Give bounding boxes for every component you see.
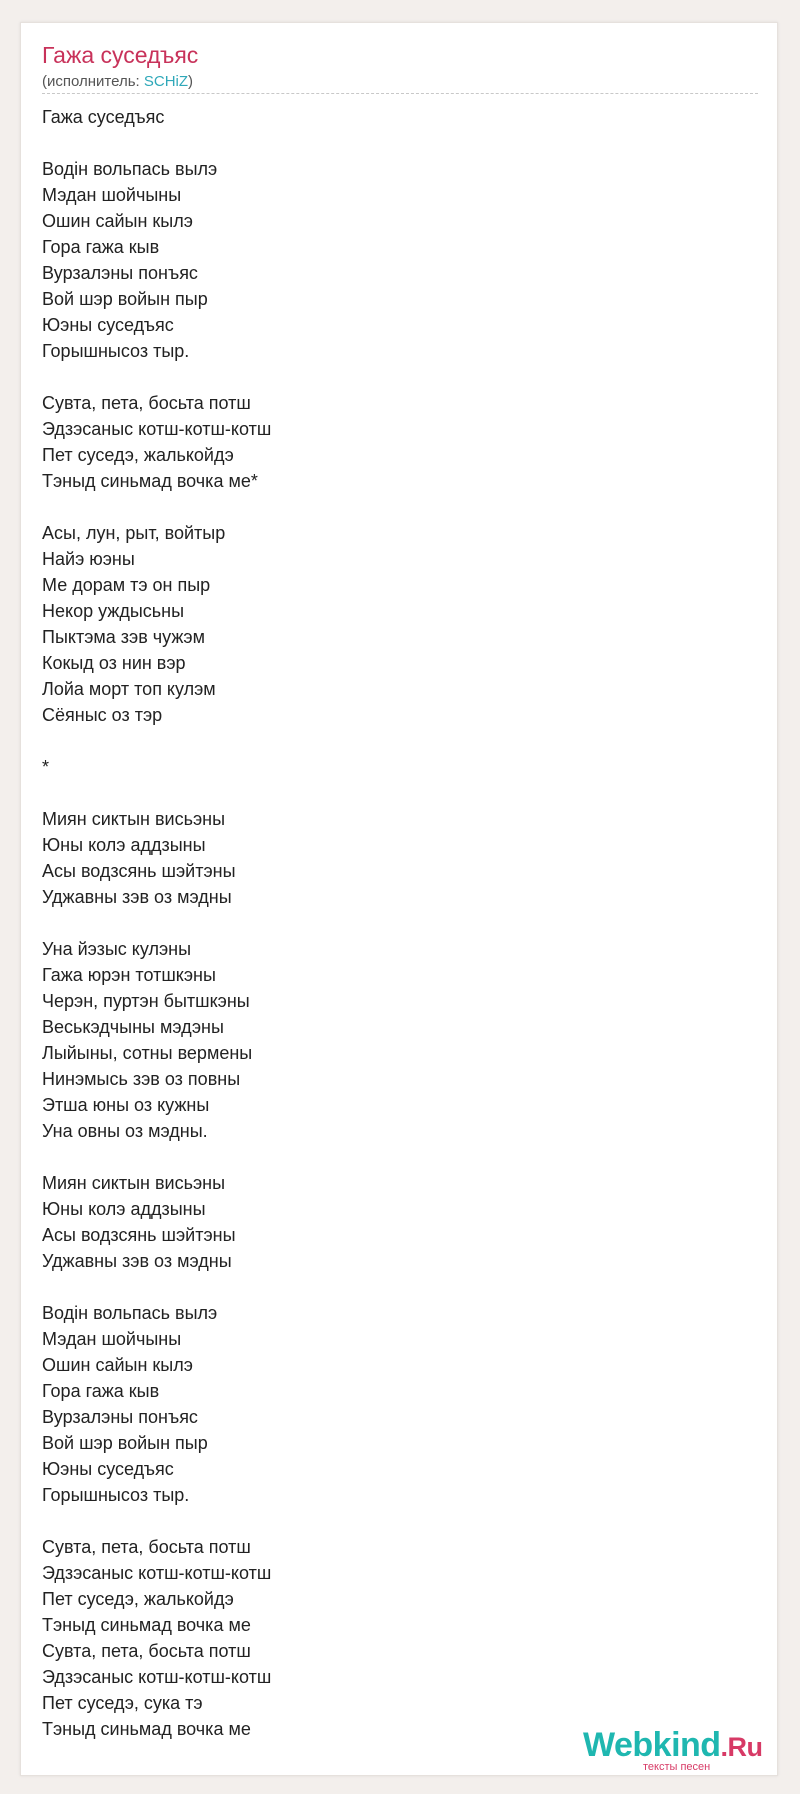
lyric-line: Пет суседэ, жалькойдэ [42, 445, 234, 465]
lyric-line: Лыйыны, сотны вермены [42, 1043, 253, 1063]
lyric-line: Вой шэр войын пыр [42, 1433, 208, 1453]
lyric-line: Юны колэ аддзыны [42, 1199, 206, 1219]
lyric-blank-line [42, 494, 742, 520]
lyric-line: Гора гажа кыв [42, 237, 160, 257]
logo-wordmark [583, 1726, 763, 1765]
logo-tagline: тексты песен [643, 1761, 711, 1773]
lyric-line: Асы водзсянь шэйтэны [42, 1225, 236, 1245]
lyric-line: Ме дорам тэ он пыр [42, 575, 211, 595]
logo-tld: .Ru [720, 1732, 763, 1762]
lyric-line: Кокыд оз нин вэр [42, 653, 186, 673]
lyric-line: Водiн вольпась вылэ [42, 159, 218, 179]
lyric-line: Миян сиктын висьэны [42, 1173, 226, 1193]
lyric-line: Юэны суседъяс [42, 1459, 174, 1479]
performer-prefix: (исполнитель: [42, 73, 144, 90]
lyric-line: Вурзалэны понъяс [42, 1407, 198, 1427]
lyric-line: Водiн вольпась вылэ [42, 1303, 218, 1323]
lyric-line: Гажа суседъяс [42, 107, 165, 127]
lyric-line: Нинэмысь зэв оз повны [42, 1069, 241, 1089]
lyric-blank-line [42, 1144, 742, 1170]
lyric-line: Юэны суседъяс [42, 315, 174, 335]
lyric-line: Ошин сайын кылэ [42, 1355, 193, 1375]
lyric-blank-line [42, 130, 742, 156]
lyric-line: Сувта, пета, босьта потш [42, 393, 251, 413]
webkind-logo[interactable] [583, 1726, 773, 1780]
lyric-line: Горышнысоз тыр. [42, 1485, 190, 1505]
lyric-line: Тэныд синьмад вочка ме [42, 1719, 251, 1739]
lyric-line: Асы, лун, рыт, войтыр [42, 523, 226, 543]
lyric-line: Эдзэсаныс котш-котш-котш [42, 1563, 272, 1583]
lyric-line: Пет суседэ, сука тэ [42, 1693, 203, 1713]
lyric-line: Вурзалэны понъяс [42, 263, 198, 283]
lyrics-body [42, 104, 742, 1742]
lyric-line: Этша юны оз кужны [42, 1095, 210, 1115]
lyric-blank-line [42, 910, 742, 936]
lyric-blank-line [42, 780, 742, 806]
lyric-line: Пет суседэ, жалькойдэ [42, 1589, 234, 1609]
lyric-line: Черэн, пуртэн бытшкэны [42, 991, 250, 1011]
lyric-line: Тэныд синьмад вочка ме [42, 1615, 251, 1635]
lyric-blank-line [42, 1508, 742, 1534]
lyric-line: Лойа морт топ кулэм [42, 679, 216, 699]
song-title: Гажа суседъяс [42, 42, 199, 68]
lyric-line: Асы водзсянь шэйтэны [42, 861, 236, 881]
lyric-blank-line [42, 728, 742, 754]
lyric-line: Мэдан шойчыны [42, 1329, 182, 1349]
lyric-line: Уджавны зэв оз мэдны [42, 1251, 232, 1271]
lyric-line: Юны колэ аддзыны [42, 835, 206, 855]
lyric-line: Гора гажа кыв [42, 1381, 160, 1401]
title-divider [42, 93, 758, 94]
lyric-line: Вой шэр войын пыр [42, 289, 208, 309]
lyric-line: Уна овны оз мэдны. [42, 1121, 208, 1141]
lyric-line: Эдзэсаныс котш-котш-котш [42, 419, 272, 439]
logo-main-text: Webkind [583, 1726, 721, 1764]
lyric-blank-line [42, 364, 742, 390]
lyric-line: Сёяныс оз тэр [42, 705, 163, 725]
lyric-line: Сувта, пета, босьта потш [42, 1537, 251, 1557]
lyric-line: Сувта, пета, босьта потш [42, 1641, 251, 1661]
lyric-line: Горышнысоз тыр. [42, 341, 190, 361]
performer-line [42, 73, 193, 90]
lyric-line: Мэдан шойчыны [42, 185, 182, 205]
lyric-line: Тэныд синьмад вочка ме* [42, 471, 258, 491]
lyric-line: Уджавны зэв оз мэдны [42, 887, 232, 907]
lyric-line: Ошин сайын кылэ [42, 211, 193, 231]
lyric-line: Веськэдчыны мэдэны [42, 1017, 224, 1037]
performer-link[interactable]: SCHiZ [143, 73, 189, 90]
lyric-blank-line [42, 1274, 742, 1300]
lyric-line: Некор уждысьны [42, 601, 185, 621]
lyric-line: Уна йэзыс кулэны [42, 939, 192, 959]
lyric-line: Миян сиктын висьэны [42, 809, 226, 829]
lyric-line: * [42, 757, 50, 777]
lyric-line: Найэ юэны [42, 549, 135, 569]
lyric-line: Эдзэсаныс котш-котш-котш [42, 1667, 272, 1687]
performer-suffix: ) [188, 73, 194, 90]
lyric-line: Гажа юрэн тотшкэны [42, 965, 216, 985]
lyric-line: Пыктэма зэв чужэм [42, 627, 205, 647]
